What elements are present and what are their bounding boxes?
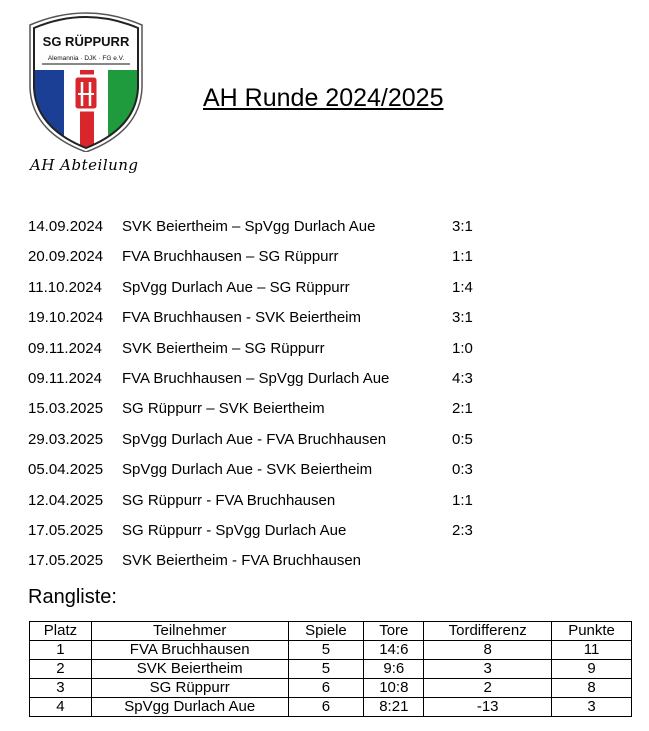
ranking-heading: Rangliste: — [28, 586, 117, 608]
match-date: 17.05.2025 — [28, 552, 104, 570]
match-teams: SVK Beiertheim – SpVgg Durlach Aue — [122, 218, 376, 235]
match-score: 1:0 — [452, 339, 473, 357]
match-row — [28, 398, 528, 428]
match-row — [28, 277, 528, 307]
header-tore: Tore — [364, 622, 424, 641]
club-logo — [24, 10, 148, 152]
header-punkte: Punkte — [552, 622, 632, 641]
match-row — [28, 429, 528, 459]
cell-tore: 9:6 — [364, 660, 424, 679]
match-teams: SpVgg Durlach Aue - SVK Beiertheim — [122, 461, 373, 479]
match-date: 17.05.2025 — [28, 521, 104, 539]
match-score: 3:1 — [452, 218, 473, 235]
match-score: 1:4 — [452, 278, 473, 296]
cell-tore: 14:6 — [364, 641, 424, 660]
match-teams: SpVgg Durlach Aue – SG Rüppurr — [122, 278, 350, 296]
match-date: 05.04.2025 — [28, 461, 104, 479]
match-score: 3:1 — [452, 309, 473, 327]
match-teams: SG Rüppurr - SpVgg Durlach Aue — [122, 521, 347, 539]
cell-spiele: 5 — [288, 641, 364, 660]
cell-tordifferenz: 2 — [424, 679, 552, 698]
match-date: 12.04.2025 — [28, 491, 104, 509]
match-row — [28, 246, 528, 276]
cell-teilnehmer: SpVgg Durlach Aue — [91, 698, 288, 717]
table-row — [30, 641, 632, 660]
cell-platz: 3 — [30, 679, 92, 698]
match-row — [28, 520, 528, 550]
match-row — [28, 338, 528, 368]
match-row — [28, 459, 528, 489]
match-score: 4:3 — [452, 369, 473, 387]
match-teams: SG Rüppurr – SVK Beiertheim — [122, 400, 325, 418]
cell-tore: 10:8 — [364, 679, 424, 698]
match-date: 11.10.2024 — [28, 278, 102, 296]
match-row — [28, 307, 528, 337]
match-date: 09.11.2024 — [28, 339, 102, 357]
cell-punkte: 11 — [552, 641, 632, 660]
cell-spiele: 6 — [288, 698, 364, 717]
match-date: 09.11.2024 — [28, 369, 102, 387]
match-teams: SVK Beiertheim - FVA Bruchhausen — [122, 552, 362, 570]
match-score: 1:1 — [452, 248, 473, 266]
cell-tordifferenz: 3 — [424, 660, 552, 679]
cell-platz: 1 — [30, 641, 92, 660]
logo-subtitle: Alemannia · DJK · FG e.V. — [47, 55, 125, 62]
cell-platz: 2 — [30, 660, 92, 679]
match-teams: SVK Beiertheim – SG Rüppurr — [122, 339, 325, 357]
match-date: 19.10.2024 — [28, 309, 104, 327]
cell-platz: 4 — [30, 698, 92, 717]
cell-punkte: 9 — [552, 660, 632, 679]
cell-punkte: 3 — [552, 698, 632, 717]
header-teilnehmer: Teilnehmer — [91, 622, 288, 641]
match-row — [28, 368, 528, 398]
match-date: 20.09.2024 — [28, 248, 104, 266]
match-date: 29.03.2025 — [28, 430, 104, 448]
match-score: 1:1 — [452, 491, 473, 509]
logo-name: SG RÜPPURR — [42, 34, 130, 49]
match-score: 2:3 — [452, 521, 473, 539]
match-list — [28, 216, 528, 581]
cell-spiele: 5 — [288, 660, 364, 679]
cell-spiele: 6 — [288, 679, 364, 698]
cell-tordifferenz: -13 — [424, 698, 552, 717]
cell-tore: 8:21 — [364, 698, 424, 717]
department-tagline: AH Abteilung — [30, 156, 139, 174]
header-platz: Platz — [30, 622, 92, 641]
cell-teilnehmer: SVK Beiertheim — [91, 660, 288, 679]
club-crest-icon — [24, 10, 148, 152]
match-teams: FVA Bruchhausen - SVK Beiertheim — [122, 309, 362, 327]
table-header-row — [30, 622, 632, 641]
cell-tordifferenz: 8 — [424, 641, 552, 660]
match-date: 14.09.2024 — [28, 218, 104, 235]
cell-teilnehmer: SG Rüppurr — [91, 679, 288, 698]
standings-table — [29, 621, 632, 717]
match-teams: SG Rüppurr - FVA Bruchhausen — [122, 491, 336, 509]
match-teams: FVA Bruchhausen – SpVgg Durlach Aue — [122, 369, 390, 387]
match-teams: SpVgg Durlach Aue - FVA Bruchhausen — [122, 430, 387, 448]
match-row — [28, 490, 528, 520]
match-score: 2:1 — [452, 400, 473, 418]
match-score: 0:3 — [452, 461, 473, 479]
cell-teilnehmer: FVA Bruchhausen — [91, 641, 288, 660]
match-date: 15.03.2025 — [28, 400, 104, 418]
match-teams: FVA Bruchhausen – SG Rüppurr — [122, 248, 339, 266]
match-row — [28, 550, 528, 580]
page-title: AH Runde 2024/2025 — [203, 84, 444, 112]
header-spiele: Spiele — [288, 622, 364, 641]
table-row — [30, 660, 632, 679]
match-score: 0:5 — [452, 430, 473, 448]
match-row — [28, 216, 528, 246]
header-tordifferenz: Tordifferenz — [424, 622, 552, 641]
cell-punkte: 8 — [552, 679, 632, 698]
table-row — [30, 679, 632, 698]
table-row — [30, 698, 632, 717]
